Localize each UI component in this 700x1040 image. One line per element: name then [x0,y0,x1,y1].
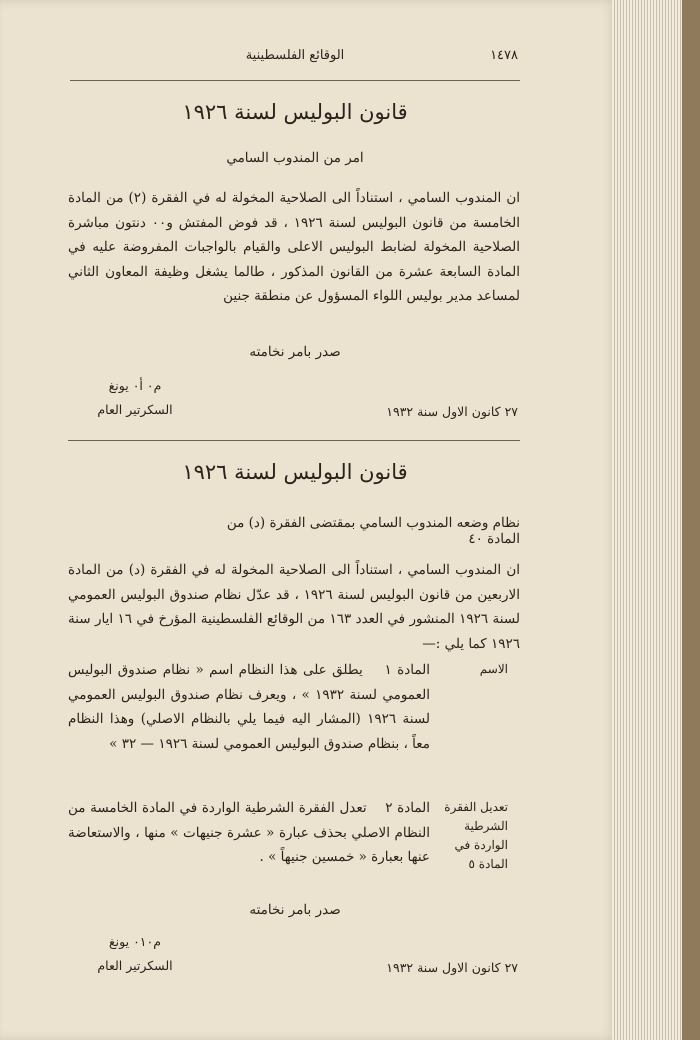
article2-text: تعدل الفقرة الشرطية الواردة في المادة الخامسة من النظام الاصلي بحذف عبارة « عشرة جنيهات » منها ، والاستعاضة عنها بعبارة « خمسين جنيهاً » . [68,800,430,865]
header-rule [70,80,520,81]
section-divider [68,440,520,441]
article2-margin-note: تعديل الفقرة الشرطية الواردة في المادة ٥ [444,800,508,871]
book-page-edges [612,0,700,1040]
article1-margin-note: الاسم [479,662,508,676]
order2-signatory-name: م٠١٠ يونغ [109,934,161,949]
order2-subtitle: نظام وضعه المندوب السامي بمقتضى الفقرة (د) من المادة ٤٠ [226,515,520,547]
article1-body [68,658,430,756]
order1-date: ٢٧ كانون الاول سنة ١٩٣٢ [386,404,518,419]
article2-label: المادة ٢ [385,800,430,816]
article1-label: المادة ١ [384,662,430,678]
order1-signatory-title: السكرتير العام [97,402,173,417]
order1-signatory-name: م٠ أ٠ يونغ [108,378,162,393]
article2-body [68,796,430,870]
order2-signatory-title: السكرتير العام [97,958,173,973]
order2-issued: صدر بامر نخامته [249,902,341,918]
order1-issued: صدر بامر نخامته [249,344,341,360]
order1-title: قانون البوليس لسنة ١٩٢٦ [182,100,408,124]
gazette-name: الوقائع الفلسطينية [245,48,345,63]
article1-text: يطلق على هذا النظام اسم « نظام صندوق البوليس العمومي لسنة ١٩٣٢ » ، ويعرف نظام صندوق البوليس العمومي لسنة ١٩٢٦ (المشار اليه فيما يلي بالنظام الاصلي) وهذا النظام معاً ، بنظام صندوق البوليس العمومي لسنة ١٩٢٦ — ٣٢ » [68,662,430,752]
order2-date: ٢٧ كانون الاول سنة ١٩٣٢ [386,960,518,975]
order2-title: قانون البوليس لسنة ١٩٢٦ [182,460,408,484]
page-number: ١٤٧٨ [490,48,518,63]
order2-body: ان المندوب السامي ، استناداً الى الصلاحية المخولة له في الفقرة (د) من المادة الاربعين من قانون البوليس لسنة ١٩٢٦ ، قد عدّل نظام صندوق البوليس العمومي لسنة ١٩٢٦ المنشور في العدد ١٦٣ من الوقائع الفلسطينية المؤرخ في ١٦ ايار سنة ١٩٢٦ كما يلي :— [68,562,520,652]
order1-body: ان المندوب السامي ، استناداً الى الصلاحية المخولة له في الفقرة (٢) من المادة الخامسة من قانون البوليس لسنة ١٩٢٦ ، قد فوض المفتش و٠٠ دنتون مباشرة الصلاحية المخولة لضابط البوليس الاعلى والقيام بالواجبات المفروضة عليه في المادة السابعة عشرة من القانون المذكور ، طالما يشغل وظيفة المعاون الثاني لمساعد مدير بوليس اللواء المسؤول عن منطقة جنين [68,190,520,304]
order1-subtitle: امر من المندوب السامي [226,150,364,166]
